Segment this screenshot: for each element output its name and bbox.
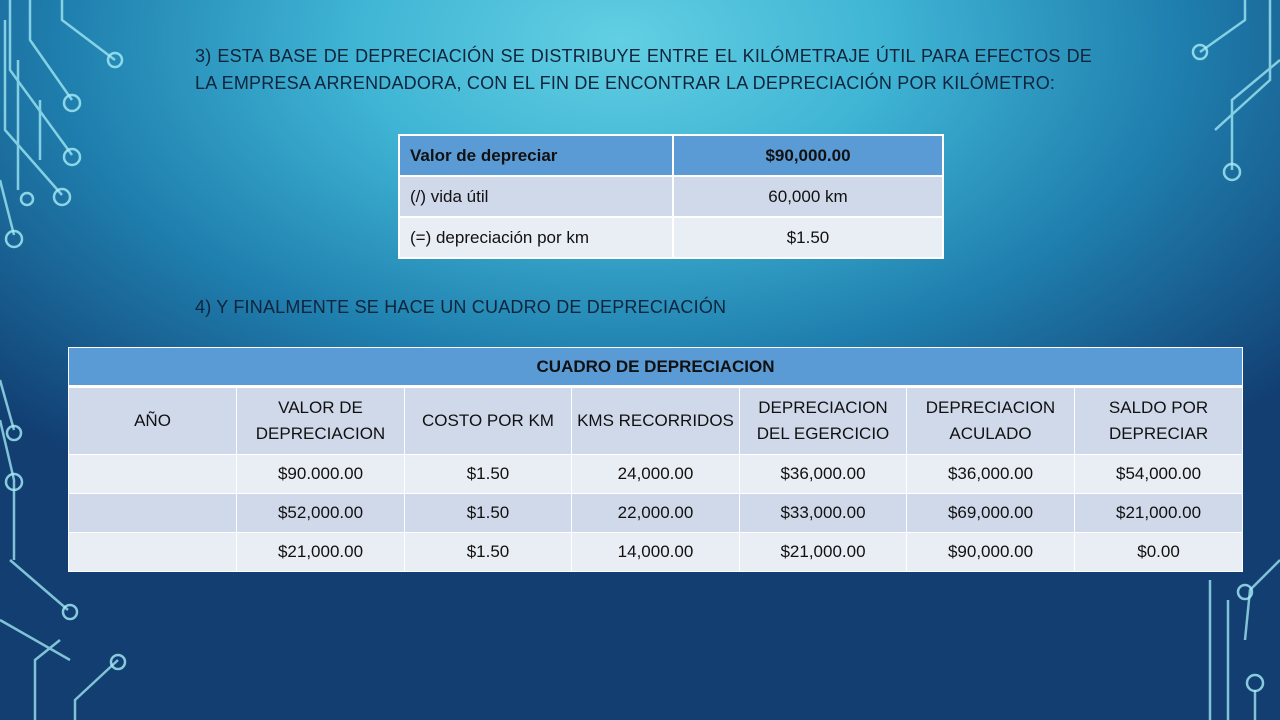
- table-cell: 24,000.00: [572, 455, 740, 494]
- table-cell: $36,000.00: [740, 455, 907, 494]
- calc-label: Valor de depreciar: [399, 135, 673, 176]
- depreciation-per-km-table: [398, 134, 944, 259]
- table-cell: $21,000.00: [1075, 494, 1243, 533]
- column-header: AÑO: [69, 387, 237, 455]
- calc-row: [399, 135, 943, 176]
- table-cell: $1.50: [405, 533, 572, 572]
- calc-label: (=) depreciación por km: [399, 217, 673, 258]
- table-cell: $52,000.00: [237, 494, 405, 533]
- table-cell: $21,000.00: [237, 533, 405, 572]
- table-header-row: [69, 387, 1243, 455]
- step4-paragraph: 4) Y FINALMENTE SE HACE UN CUADRO DE DEPRECIACIÓN: [195, 297, 727, 317]
- column-header: KMS RECORRIDOS: [572, 387, 740, 455]
- table-cell: [69, 533, 237, 572]
- table-cell: $21,000.00: [740, 533, 907, 572]
- table-cell: $36,000.00: [907, 455, 1075, 494]
- calc-label: (/) vida útil: [399, 176, 673, 217]
- table-cell: $33,000.00: [740, 494, 907, 533]
- table-cell: 14,000.00: [572, 533, 740, 572]
- column-header: SALDO POR DEPRECIAR: [1075, 387, 1243, 455]
- column-header: DEPRECIACION DEL EGERCICIO: [740, 387, 907, 455]
- depreciation-schedule-table: [68, 347, 1243, 572]
- calc-value: $90,000.00: [673, 135, 943, 176]
- table-cell: $90.000.00: [237, 455, 405, 494]
- table-row: [69, 533, 1243, 572]
- table-row: [69, 455, 1243, 494]
- table-title-row: [69, 348, 1243, 387]
- table-cell: $69,000.00: [907, 494, 1075, 533]
- column-header: COSTO POR KM: [405, 387, 572, 455]
- table-cell: [69, 494, 237, 533]
- calc-row: [399, 217, 943, 258]
- calc-value: 60,000 km: [673, 176, 943, 217]
- table-cell: $1.50: [405, 455, 572, 494]
- table-cell: $54,000.00: [1075, 455, 1243, 494]
- table-cell: $1.50: [405, 494, 572, 533]
- table-row: [69, 494, 1243, 533]
- table-cell: $90,000.00: [907, 533, 1075, 572]
- table-cell: $0.00: [1075, 533, 1243, 572]
- calc-row: [399, 176, 943, 217]
- column-header: DEPRECIACION ACULADO: [907, 387, 1075, 455]
- column-header: VALOR DE DEPRECIACION: [237, 387, 405, 455]
- table-cell: 22,000.00: [572, 494, 740, 533]
- table-cell: [69, 455, 237, 494]
- table-title: CUADRO DE DEPRECIACION: [69, 348, 1243, 387]
- step3-paragraph: 3) ESTA BASE DE DEPRECIACIÓN SE DISTRIBUYE ENTRE EL KILÓMETRAJE ÚTIL PARA EFECTOS DE LA EMPRESA ARRENDADORA, CON EL FIN DE ENCONTRAR LA DEPRECIACIÓN POR KILÓMETRO:: [195, 46, 1092, 93]
- calc-value: $1.50: [673, 217, 943, 258]
